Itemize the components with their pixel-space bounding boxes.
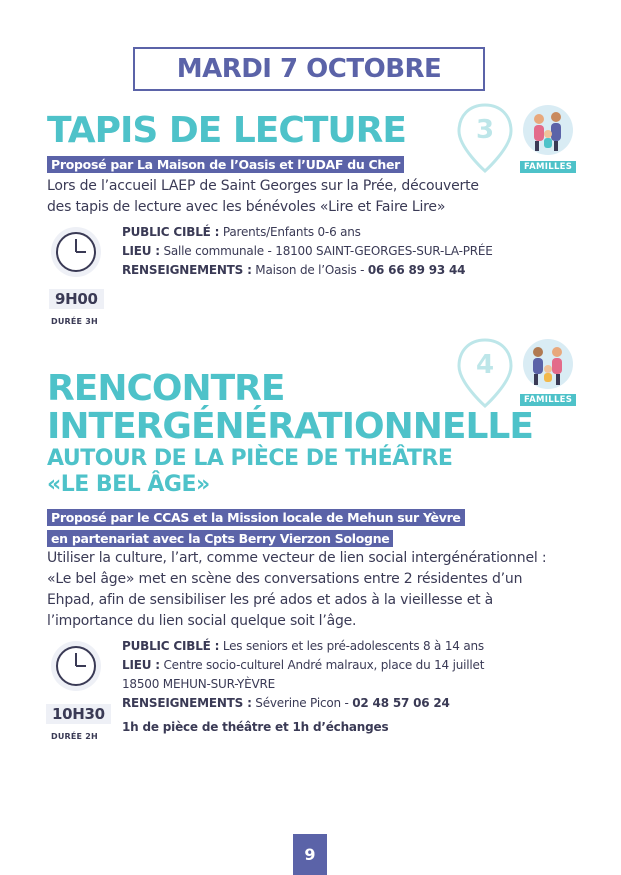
event-4-description <box>47 548 577 632</box>
event-4-number: 4 <box>475 350 495 380</box>
lieu-line <box>122 656 484 675</box>
rens-line <box>122 694 484 713</box>
lieu-label: LIEU : <box>122 658 160 672</box>
event-3-badge: FAMILLES <box>520 161 576 173</box>
families-icon <box>522 104 574 156</box>
event-3-title: TAPIS DE LECTURE <box>47 110 406 151</box>
event-4-badge: FAMILLES <box>520 394 576 406</box>
rens-value: Maison de l’Oasis - <box>251 263 368 277</box>
rens-label: RENSEIGNEMENTS : <box>122 263 252 277</box>
rens-line <box>122 261 493 280</box>
event-4-duration: DURÉE 2H <box>51 732 98 741</box>
event-3-duration: DURÉE 3H <box>51 317 98 326</box>
description-line: des tapis de lecture avec les bénévoles «Lire et Faire Lire» <box>47 199 446 215</box>
public-label: PUBLIC CIBLÉ : <box>122 639 220 653</box>
rens-phone: 02 48 57 06 24 <box>352 696 450 710</box>
description-line: «Le bel âge» met en scène des conversations entre 2 résidentes d’un <box>47 571 523 587</box>
event-4-clock <box>50 640 102 692</box>
description-line: Ehpad, afin de sensibiliser les pré ados et ados à la vieillesse et à <box>47 592 494 608</box>
event-3-number: 3 <box>475 115 495 145</box>
clock-icon <box>50 226 102 278</box>
event-3-clock <box>50 226 102 278</box>
organizer-line: en partenariat avec la Cpts Berry Vierzon Sologne <box>47 530 393 547</box>
subtitle-line: «LE BEL ÂGE» <box>47 472 210 497</box>
public-label: PUBLIC CIBLÉ : <box>122 225 220 239</box>
event-3-description <box>47 176 517 218</box>
public-line <box>122 637 484 656</box>
event-4-info <box>122 637 484 737</box>
lieu-label: LIEU : <box>122 244 160 258</box>
families-illustration <box>522 104 574 156</box>
organizer-line: Proposé par le CCAS et la Mission locale de Mehun sur Yèvre <box>47 509 465 526</box>
description-line: Utiliser la culture, l’art, comme vecteur de lien social intergénérationnel : <box>47 550 547 566</box>
subtitle-line: AUTOUR DE LA PIÈCE DE THÉÂTRE <box>47 446 453 471</box>
title-line: RENCONTRE <box>47 368 285 409</box>
event-3-organizer: Proposé par La Maison de l’Oasis et l’UDAF du Cher <box>47 156 404 173</box>
event-3-info <box>122 223 493 280</box>
public-value: Parents/Enfants 0-6 ans <box>219 225 361 239</box>
event-4-organizer <box>47 507 465 547</box>
event-3-time: 9H00 <box>49 289 104 309</box>
title-line: INTERGÉNÉRATIONNELLE <box>47 406 533 447</box>
lieu-line-2: 18500 MEHUN-SUR-YÈVRE <box>122 677 276 691</box>
rens-value: Séverine Picon - <box>251 696 353 710</box>
public-value: Les seniors et les pré-adolescents 8 à 14 ans <box>219 639 484 653</box>
event-3-number-pin <box>456 103 514 175</box>
rens-label: RENSEIGNEMENTS : <box>122 696 252 710</box>
page-number: 9 <box>293 834 327 875</box>
description-line: Lors de l’accueil LAEP de Saint Georges sur la Prée, découverte <box>47 178 479 194</box>
rens-phone: 06 66 89 93 44 <box>367 263 466 277</box>
event-4-subtitle <box>47 446 452 498</box>
lieu-value: Centre socio-culturel André malraux, place du 14 juillet <box>159 658 485 672</box>
description-line: l’importance du lien social quelque soit l’âge. <box>47 613 357 629</box>
lieu-value: Salle communale - 18100 SAINT-GEORGES-SUR-LA-PRÉE <box>159 244 493 258</box>
event-4-title <box>47 370 533 446</box>
clock-icon <box>50 640 102 692</box>
event-4-time: 10H30 <box>46 704 111 724</box>
date-header <box>133 47 485 91</box>
lieu-line <box>122 242 493 261</box>
date-header-text: MARDI 7 OCTOBRE <box>176 54 442 84</box>
public-line <box>122 223 493 242</box>
extra-note: 1h de pièce de théâtre et 1h d’échanges <box>122 720 389 734</box>
